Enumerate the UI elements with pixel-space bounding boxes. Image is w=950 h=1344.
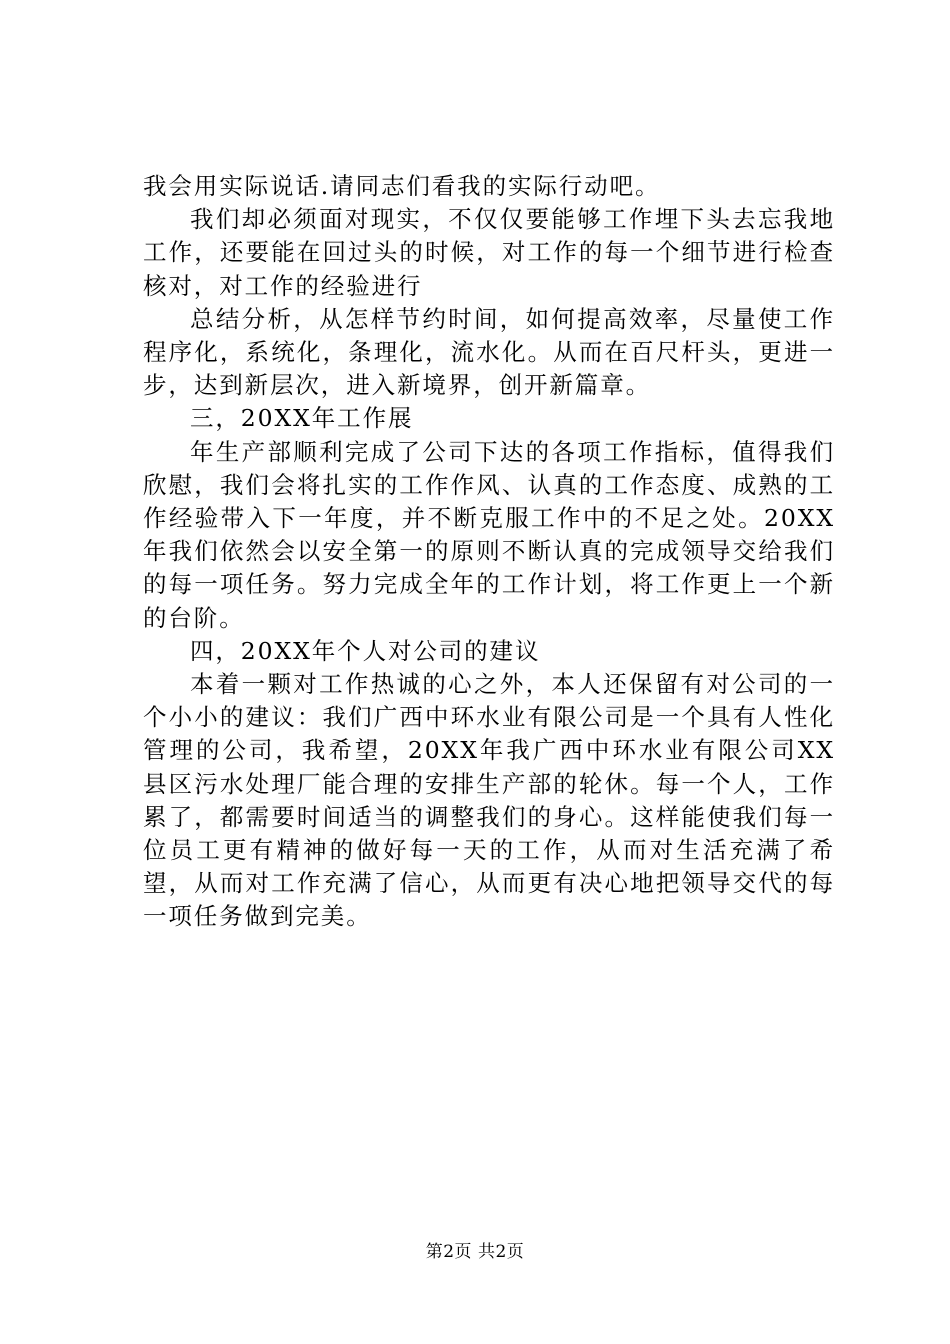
section-heading-suggestion: 四，20XX年个人对公司的建议 xyxy=(190,636,541,665)
paragraph-reality: 我们却必须面对现实，不仅仅要能够工作埋下头去忘我地工作，还要能在回过头的时候，对工作的每一个细节进行检查核对，对工作的经验进行 xyxy=(143,205,835,300)
paragraph-summary: 总结分析，从怎样节约时间，如何提高效率，尽量使工作程序化，系统化，条理化，流水化。从而在百尺杆头，更进一步，达到新层次，进入新境界，创开新篇章。 xyxy=(143,304,835,400)
document-body xyxy=(143,170,835,934)
page-number-footer: 第2页 共2页 xyxy=(425,1242,525,1262)
paragraph-intro: 我会用实际说话.请同志们看我的实际行动吧。 xyxy=(143,172,661,200)
section-heading-outlook: 三，20XX年工作展 xyxy=(190,404,414,433)
paragraph-outlook: 年生产部顺利完成了公司下达的各项工作指标，值得我们欣慰，我们会将扎实的工作作风、认真的工作态度、成熟的工作经验带入下一年度，并不断克服工作中的不足之处。20XX年我们依然会以安全第一的原则不断认真的完成领导交给我们的每一项任务。努力完成全年的工作计划，将工作更上一个新的台阶。 xyxy=(143,437,835,632)
paragraph-suggestion: 本着一颗对工作热诚的心之外，本人还保留有对公司的一个小小的建议：我们广西中环水业有限公司是一个具有人性化管理的公司，我希望，20XX年我广西中环水业有限公司XX县区污水处理厂能合理的安排生产部的轮休。每一个人，工作累了，都需要时间适当的调整我们的身心。这样能使我们每一位员工更有精神的做好每一天的工作，从而对生活充满了希望，从而对工作充满了信心，从而更有决心地把领导交代的每一项任务做到完美。 xyxy=(143,670,835,931)
